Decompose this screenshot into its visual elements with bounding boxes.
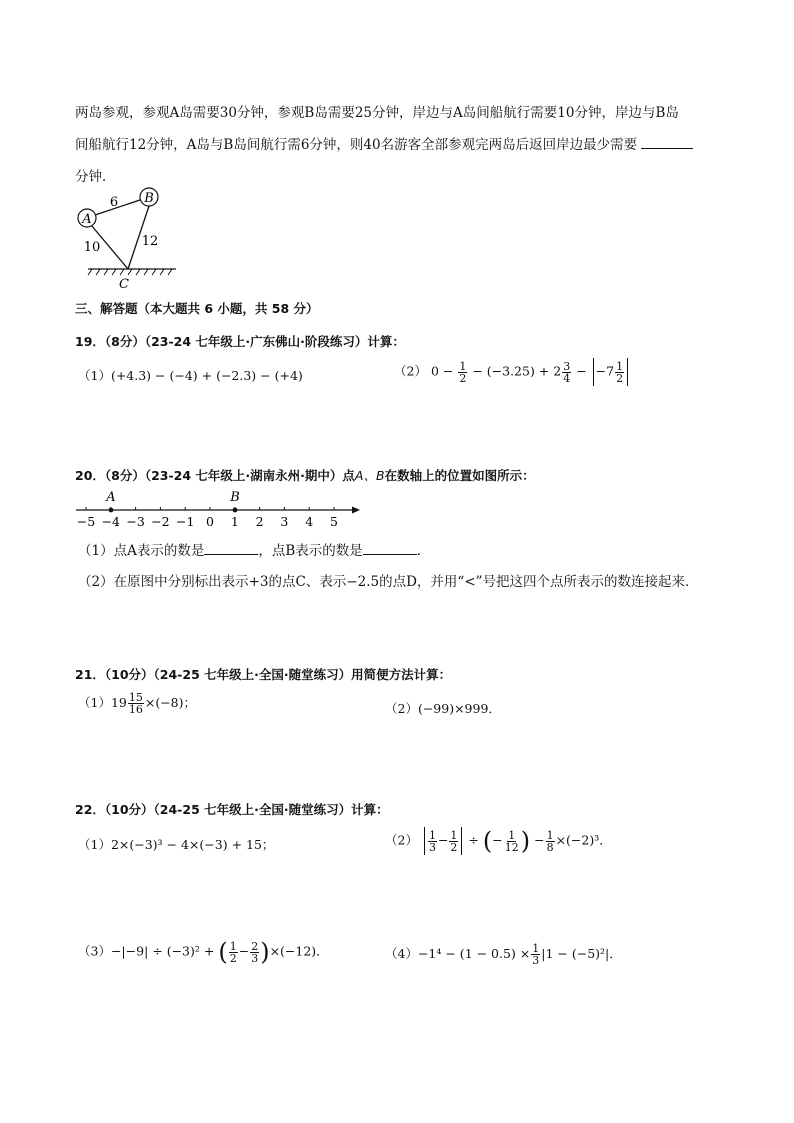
island-a-label: A <box>82 212 92 227</box>
frac-den: 16 <box>128 703 143 716</box>
q18-answer-blank <box>641 136 693 149</box>
q19-part1-label: （1） <box>78 368 111 383</box>
q22-part4-label: （4） <box>385 946 418 961</box>
frac-den: 3 <box>251 951 259 965</box>
q22-part3-label: （3） <box>78 943 111 959</box>
frac-den: 3 <box>532 954 540 967</box>
q19-part1-expr: (+4.3) − (−4) + (−2.3) − (+4) <box>110 368 303 383</box>
paren-open: ( <box>218 938 228 966</box>
q18-line1: 两岛参观，参观A岛需要30分钟，参观B岛需要25分钟，岸边与A岛间船航行需要10分钟，岸边与B岛 <box>75 105 679 121</box>
q22-header: 22．（10分）（24-25 七年级上·全国·随堂练习）计算： <box>75 802 389 817</box>
frac-num: 1 <box>546 828 554 842</box>
q20-part1-text: （1）点A表示的数是 <box>78 543 205 559</box>
q20-header-points: A、B <box>354 468 385 483</box>
q20-header-a: 20．（8分）（23-24 七年级上·湖南永州·期中）点 <box>75 468 355 483</box>
q19-part2-label: （2） <box>394 363 427 379</box>
q22-p4-frac <box>531 943 540 966</box>
abs-bar-right <box>627 358 628 386</box>
frac-num: 1 <box>450 828 458 842</box>
axis-tick-label: −5 <box>76 514 96 529</box>
q20-part2: （2）在原图中分别标出表示+3的点C、表示−2.5的点D，并用“<”号把这四个点所表示的数连接起来． <box>78 574 699 590</box>
section3-title: 三、解答题（本大题共 6 小题，共 58 分） <box>75 301 319 316</box>
q20-header-c: 在数轴上的位置如图所示： <box>384 468 535 483</box>
frac-den: 4 <box>563 371 571 385</box>
frac-den: 2 <box>229 951 237 965</box>
q19-header: 19．（8分）（23-24 七年级上·广东佛山·阶段练习）计算： <box>75 334 405 349</box>
paren-close: ) <box>520 827 531 855</box>
q22-p2-minus: − <box>437 832 449 848</box>
frac-den: 2 <box>616 371 624 385</box>
frac-num: 1 <box>459 359 467 373</box>
axis-tick-label: −2 <box>151 514 170 529</box>
frac-num: 1 <box>229 939 237 953</box>
q19-p2-frac2 <box>562 361 571 384</box>
frac-num: 1 <box>428 828 436 842</box>
q20-header <box>75 466 535 484</box>
q20-part1-mid: ，点B表示的数是 <box>258 543 363 559</box>
frac-den: 2 <box>459 371 467 385</box>
q22-p2-div: ÷ <box>468 832 479 848</box>
point-b-label: B <box>230 490 240 505</box>
q20-blank-b <box>363 542 417 555</box>
frac-num: 1 <box>508 828 516 842</box>
q22-part4 <box>385 943 622 966</box>
axis-tick-label: 1 <box>230 514 239 529</box>
q22-p2-frac2 <box>449 830 458 853</box>
axis-tick-label: −1 <box>175 514 195 529</box>
frac-den: 3 <box>428 840 436 854</box>
frac-num: 1 <box>532 942 540 955</box>
abs-bar-right <box>461 827 462 855</box>
q20-part1 <box>78 539 430 559</box>
q22-p2-tail-a: − <box>534 832 545 848</box>
q20-part1-end: ． <box>416 543 431 559</box>
q22-p3-frac1 <box>229 941 238 964</box>
axis-tick-label: −4 <box>101 514 121 529</box>
axis-tick-label: −3 <box>126 514 145 529</box>
frac-num: 2 <box>251 939 259 953</box>
q19-p2-frac3 <box>615 361 624 384</box>
q22-p4-expr-b: |1 − (−5)²|． <box>541 946 622 961</box>
q19-part1 <box>78 366 303 384</box>
q22-p1-expr: 2×(−3)³ − 4×(−3) + 15； <box>110 837 275 852</box>
axis-tick-label: 3 <box>280 514 289 529</box>
frac-num: 1 <box>616 359 624 373</box>
axis-arrow-icon <box>352 507 360 514</box>
frac-den: 8 <box>546 840 554 854</box>
island-b-label: B <box>144 191 154 206</box>
q22-p4-expr-a: −1⁴ − (1 − 0.5) × <box>417 946 531 961</box>
q21-part1 <box>78 692 196 715</box>
frac-num: 15 <box>128 691 143 704</box>
q19-p2-expr-b: − (−3.25) + 2 <box>472 363 562 379</box>
q20-number-line <box>68 486 368 530</box>
q22-p3-expr-b: ×(−12)． <box>269 943 329 959</box>
paren-open: ( <box>482 827 493 855</box>
axis-tick-label: 2 <box>255 514 264 529</box>
q19-p2-expr-c: − <box>576 363 587 379</box>
frac-num: 3 <box>563 359 571 373</box>
point-a-dot <box>109 508 114 513</box>
q21-p2-expr: (−99)×999． <box>417 701 501 716</box>
q19-p2-expr-d: −7 <box>595 363 615 379</box>
q21-p1-whole: 19 <box>110 695 127 710</box>
shore-c-label: C <box>119 277 129 290</box>
q22-p2-tail-b: ×(−2)³． <box>555 832 612 848</box>
point-b-dot <box>233 508 238 513</box>
q22-p2-frac3 <box>504 830 520 853</box>
q18-island-diagram <box>70 184 190 290</box>
edge-ac-label: 10 <box>83 240 101 255</box>
shore-hatching <box>88 269 172 275</box>
abs-bar-left <box>593 358 594 386</box>
q22-p3-expr-a: −|−9| ÷ (−3)² + <box>110 943 215 959</box>
abs-bar-left <box>424 827 425 855</box>
q22-part1 <box>78 835 274 853</box>
q22-p3-frac2 <box>250 941 259 964</box>
q18-line2-text: 间船航行12分钟，A岛与B岛间航行需6分钟，则40名游客全部参观完两岛后返回岸边最少需要 <box>75 137 638 153</box>
q19-p2-frac1 <box>458 361 467 384</box>
q22-p2-frac4 <box>546 830 555 853</box>
q22-part2-label: （2） <box>385 832 418 848</box>
edge-ab-label: 6 <box>109 195 119 210</box>
q22-p2-frac1 <box>428 830 437 853</box>
q21-header: 21．（10分）（24-25 七年级上·全国·随堂练习）用简便方法计算： <box>75 667 452 682</box>
q21-part2 <box>385 699 501 717</box>
q18-line3: 分钟． <box>75 169 116 185</box>
q22-part3 <box>78 940 329 964</box>
q22-p3-minus: − <box>238 943 250 959</box>
axis-tick-label: 4 <box>305 514 314 529</box>
q20-blank-a <box>204 542 258 555</box>
q22-part2: （2） $\frac{1}{3}$ − $\frac{1}{2}$ ÷ (− $\frac{1}{12}$ ) − $\frac{1}{8}$ ×(−2)³． <box>385 827 612 855</box>
q19-p2-expr-a: 0 − <box>430 363 454 379</box>
frac-den: 12 <box>504 840 519 854</box>
axis-tick-label: 5 <box>330 514 338 529</box>
q21-p1-frac <box>128 692 144 715</box>
edge-bc-label: 12 <box>141 234 159 249</box>
frac-den: 2 <box>450 840 458 854</box>
q18-line2 <box>75 133 693 153</box>
q21-p1-rest: ×(−8)； <box>144 695 197 710</box>
q19-part2 <box>394 358 630 386</box>
paren-close: ) <box>260 938 270 966</box>
axis-tick-label: 0 <box>206 514 214 529</box>
q21-part1-label: （1） <box>78 695 111 710</box>
q22-part1-label: （1） <box>78 837 111 852</box>
q21-part2-label: （2） <box>385 701 418 716</box>
point-a-label: A <box>106 490 116 505</box>
